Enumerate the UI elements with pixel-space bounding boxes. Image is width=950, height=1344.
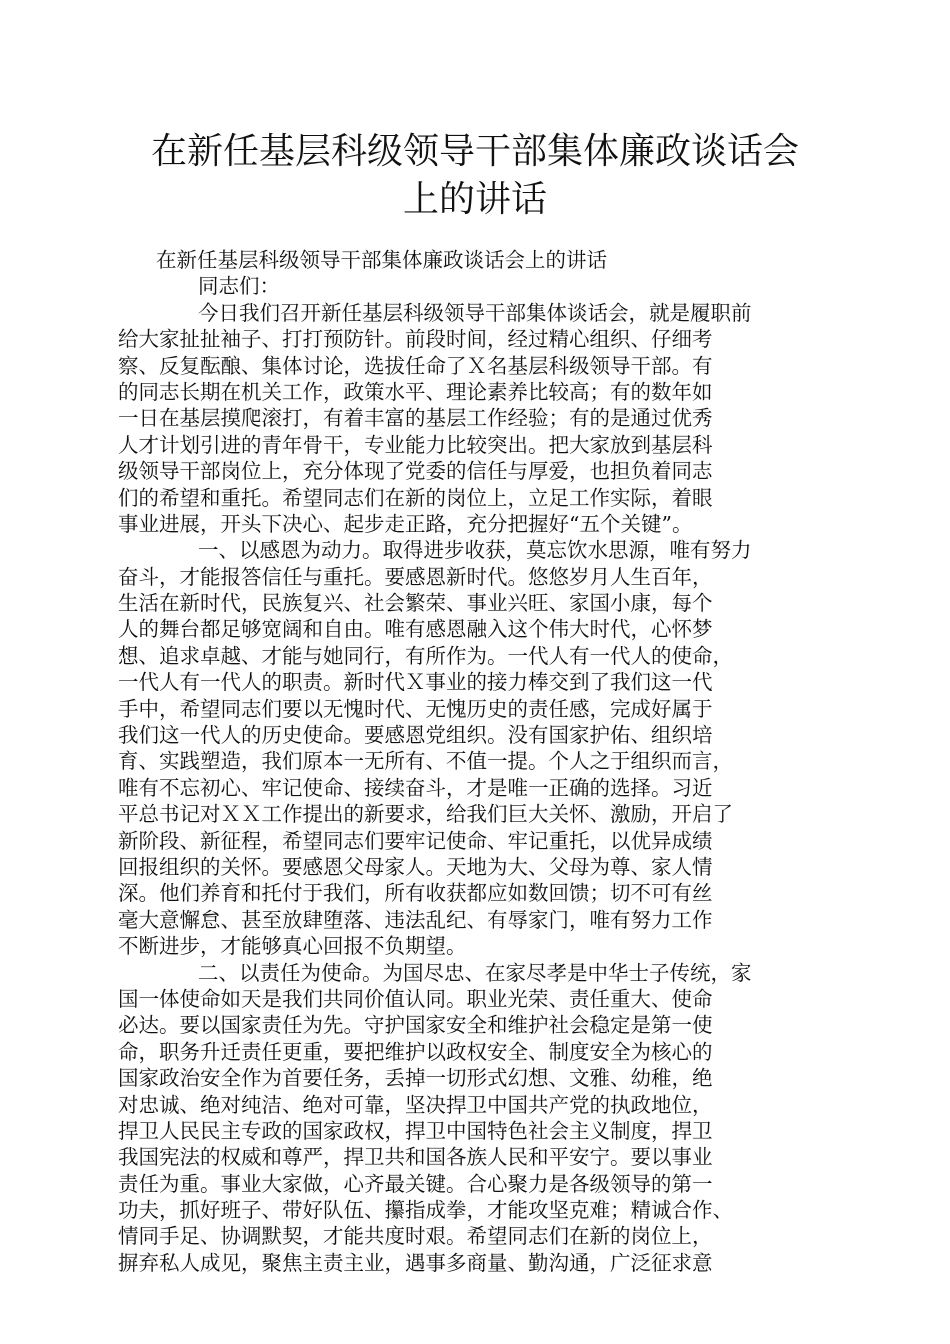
paragraph-line: 国一体使命如天是我们共同价值认同。职业光荣、责任重大、使命 — [118, 986, 713, 1011]
paragraph-line: 我国宪法的权威和尊严，捍卫共和国各族人民和平安宁。要以事业 — [118, 1145, 713, 1170]
paragraph-line: 育、实践塑造，我们原本一无所有、不值一提。个人之于组织而言， — [118, 749, 733, 774]
paragraph — [118, 300, 830, 538]
paragraph-line: 回报组织的关怀。要感恩父母家人。天地为大、父母为尊、家人情 — [118, 854, 713, 879]
paragraph-line: 责任为重。事业大家做，心齐最关键。合心聚力是各级领导的第一 — [118, 1171, 713, 1196]
paragraph-line: 命，职务升迁责任更重，要把维护以政权安全、制度安全为核心的 — [118, 1039, 713, 1064]
paragraph-line: 手中，希望同志们要以无愧时代、无愧历史的责任感，完成好属于 — [118, 696, 713, 721]
paragraph-line: 一代人有一代人的职责。新时代Ｘ事业的接力棒交到了我们这一代 — [118, 670, 713, 695]
paragraph-line: 人的舞台都足够宽阔和自由。唯有感恩融入这个伟大时代，心怀梦 — [118, 617, 713, 642]
paragraph-line: 察、反复酝酿、集体讨论，选拔任命了Ｘ名基层科级领导干部。有 — [118, 353, 713, 378]
paragraph-line: 给大家扯扯袖子、打打预防针。前段时间，经过精心组织、仔细考 — [118, 327, 713, 352]
paragraph-line: 对忠诚、绝对纯洁、绝对可靠，坚决捍卫中国共产党的执政地位， — [118, 1092, 713, 1117]
paragraph-line: 级领导干部岗位上，充分体现了党委的信任与厚爱，也担负着同志 — [118, 459, 713, 484]
paragraph-line: 唯有不忘初心、牢记使命、接续奋斗，才是唯一正确的选择。习近 — [118, 775, 713, 800]
paragraph-line: 生活在新时代，民族复兴、社会繁荣、事业兴旺、家国小康，每个 — [118, 591, 713, 616]
paragraph-line: 我们这一代人的历史使命。要感恩党组织。没有国家护佑、组织培 — [118, 723, 713, 748]
paragraph-line: 国家政治安全作为首要任务，丢掉一切形式幻想、文雅、幼稚，绝 — [118, 1066, 713, 1091]
paragraph-line: 毫大意懈怠、甚至放肆堕落、违法乱纪、有辱家门，唯有努力工作 — [118, 907, 713, 932]
paragraph-line: 平总书记对ＸＸ工作提出的新要求，给我们巨大关怀、激励，开启了 — [118, 802, 733, 827]
document-body — [118, 247, 830, 1276]
paragraph-line: 的同志长期在机关工作，政策水平、理论素养比较高；有的数年如 — [118, 379, 713, 404]
paragraph-line: 一日在基层摸爬滚打，有着丰富的基层工作经验；有的是通过优秀 — [118, 406, 713, 431]
paragraph-line: 深。他们养育和托付于我们，所有收获都应如数回馈；切不可有丝 — [118, 881, 713, 906]
paragraph-line: 想、追求卓越、才能与她同行，有所作为。一代人有一代人的使命， — [118, 643, 733, 668]
paragraph-line: 不断进步，才能够真心回报不负期望。 — [118, 934, 467, 959]
salutation: 同志们： — [198, 274, 280, 299]
paragraph — [118, 537, 830, 959]
paragraph-line: 摒弃私人成见，聚焦主责主业，遇事多商量、勤沟通，广泛征求意 — [118, 1250, 713, 1275]
paragraph-line: 功夫，抓好班子、带好队伍、攥指成拳，才能攻坚克难；精诚合作、 — [118, 1198, 733, 1223]
document-title-line-1: 在新任基层科级领导干部集体廉政谈话会 — [150, 131, 799, 172]
paragraph-line: 们的希望和重托。希望同志们在新的岗位上，立足工作实际，着眼 — [118, 485, 713, 510]
paragraph-line: 奋斗，才能报答信任与重托。要感恩新时代。悠悠岁月人生百年， — [118, 564, 713, 589]
document-subtitle: 在新任基层科级领导干部集体廉政谈话会上的讲话 — [156, 248, 607, 272]
paragraph-line: 情同手足、协调默契，才能共度时艰。希望同志们在新的岗位上， — [118, 1224, 713, 1249]
paragraph-line: 新阶段、新征程，希望同志们要牢记使命、牢记重托，以优异成绩 — [118, 828, 713, 853]
paragraph-line: 捍卫人民民主专政的国家政权，捍卫中国特色社会主义制度，捍卫 — [118, 1118, 713, 1143]
paragraph-line: 二、以责任为使命。为国尽忠、在家尽孝是中华士子传统，家 — [198, 960, 752, 985]
document-title-line-2: 上的讲话 — [402, 179, 547, 220]
paragraph-line: 人才计划引进的青年骨干，专业能力比较突出。把大家放到基层科 — [118, 432, 713, 457]
paragraph-container — [118, 300, 830, 1276]
paragraph — [118, 960, 830, 1277]
paragraph-line: 今日我们召开新任基层科级领导干部集体谈话会，就是履职前 — [198, 300, 752, 325]
paragraph-line: 一、以感恩为动力。取得进步收获，莫忘饮水思源，唯有努力 — [198, 538, 752, 563]
paragraph-line: 事业进展，开头下决心、起步走正路，充分把握好“五个关键”。 — [118, 511, 693, 536]
paragraph-line: 必达。要以国家责任为先。守护国家安全和维护社会稳定是第一使 — [118, 1013, 713, 1038]
